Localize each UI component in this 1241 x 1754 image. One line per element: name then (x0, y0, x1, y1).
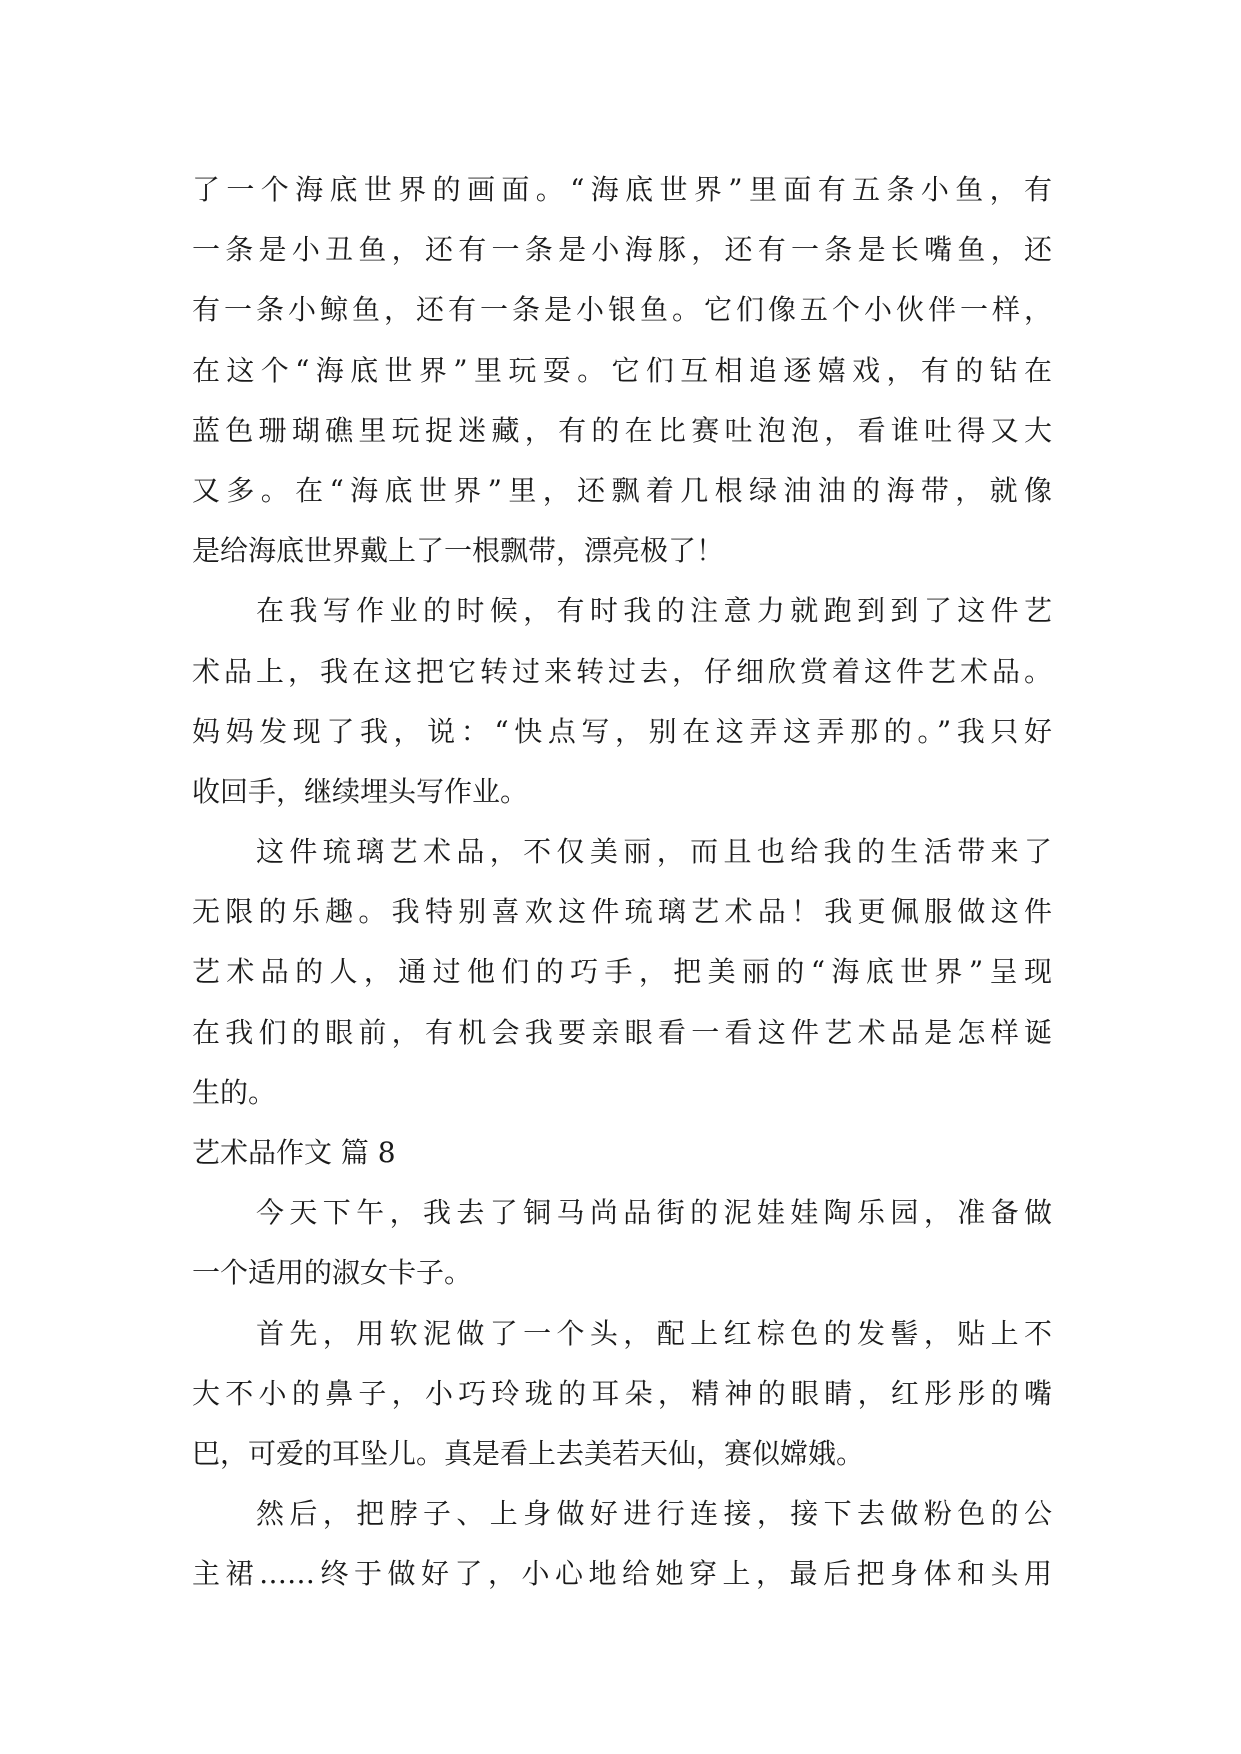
text-line: 在这个“海底世界”里玩耍。它们互相追逐嬉戏，有的钻在 (192, 353, 1052, 387)
text-line: 艺术品作文 篇 8 (192, 1136, 396, 1169)
text-line: 巴，可爱的耳坠儿。真是看上去美若天仙，赛似嫦娥。 (192, 1436, 865, 1470)
text-line: 无限的乐趣。我特别喜欢这件琉璃艺术品！我更佩服做这件 (192, 895, 1052, 929)
text-line: 大不小的鼻子，小巧玲珑的耳朵，精神的眼睛，红彤彤的嘴 (192, 1376, 1052, 1410)
text-line: 一个适用的淑女卡子。 (192, 1256, 473, 1290)
text-line: 了一个海底世界的画面。“海底世界”里面有五条小鱼，有 (192, 173, 1052, 206)
text-line: 今天下午，我去了铜马尚品街的泥娃娃陶乐园，准备做 (256, 1196, 1052, 1230)
text-line: 在我写作业的时候，有时我的注意力就跑到到了这件艺 (256, 594, 1052, 628)
text-line: 主裙……终于做好了，小心地给她穿上，最后把身体和头用 (192, 1557, 1052, 1591)
text-line: 术品上，我在这把它转过来转过去，仔细欣赏着这件艺术品。 (192, 654, 1052, 688)
text-line: 有一条小鲸鱼，还有一条是小银鱼。它们像五个小伙伴一样， (192, 293, 1052, 327)
text-line: 生的。 (192, 1075, 277, 1109)
text-line: 妈妈发现了我，说：“快点写，别在这弄这弄那的。”我只好 (192, 714, 1052, 748)
text-line: 然后，把脖子、上身做好进行连接，接下去做粉色的公 (256, 1497, 1052, 1531)
text-line: 艺术品的人，通过他们的巧手，把美丽的“海底世界”呈现 (192, 955, 1052, 989)
text-line: 一条是小丑鱼，还有一条是小海豚，还有一条是长嘴鱼，还 (192, 233, 1052, 267)
text-line: 又多。在“海底世界”里，还飘着几根绿油油的海带，就像 (192, 473, 1052, 507)
text-line: 收回手，继续埋头写作业。 (192, 774, 529, 808)
document-body (192, 160, 1052, 1605)
text-line: 这件琉璃艺术品，不仅美丽，而且也给我的生活带来了 (256, 835, 1052, 869)
text-line: 在我们的眼前，有机会我要亲眼看一看这件艺术品是怎样诞 (192, 1015, 1052, 1049)
text-line: 首先，用软泥做了一个头，配上红棕色的发髻，贴上不 (256, 1316, 1052, 1350)
text-line: 蓝色珊瑚礁里玩捉迷藏，有的在比赛吐泡泡，看谁吐得又大 (192, 413, 1052, 447)
text-line: 是给海底世界戴上了一根飘带，漂亮极了！ (192, 534, 725, 568)
